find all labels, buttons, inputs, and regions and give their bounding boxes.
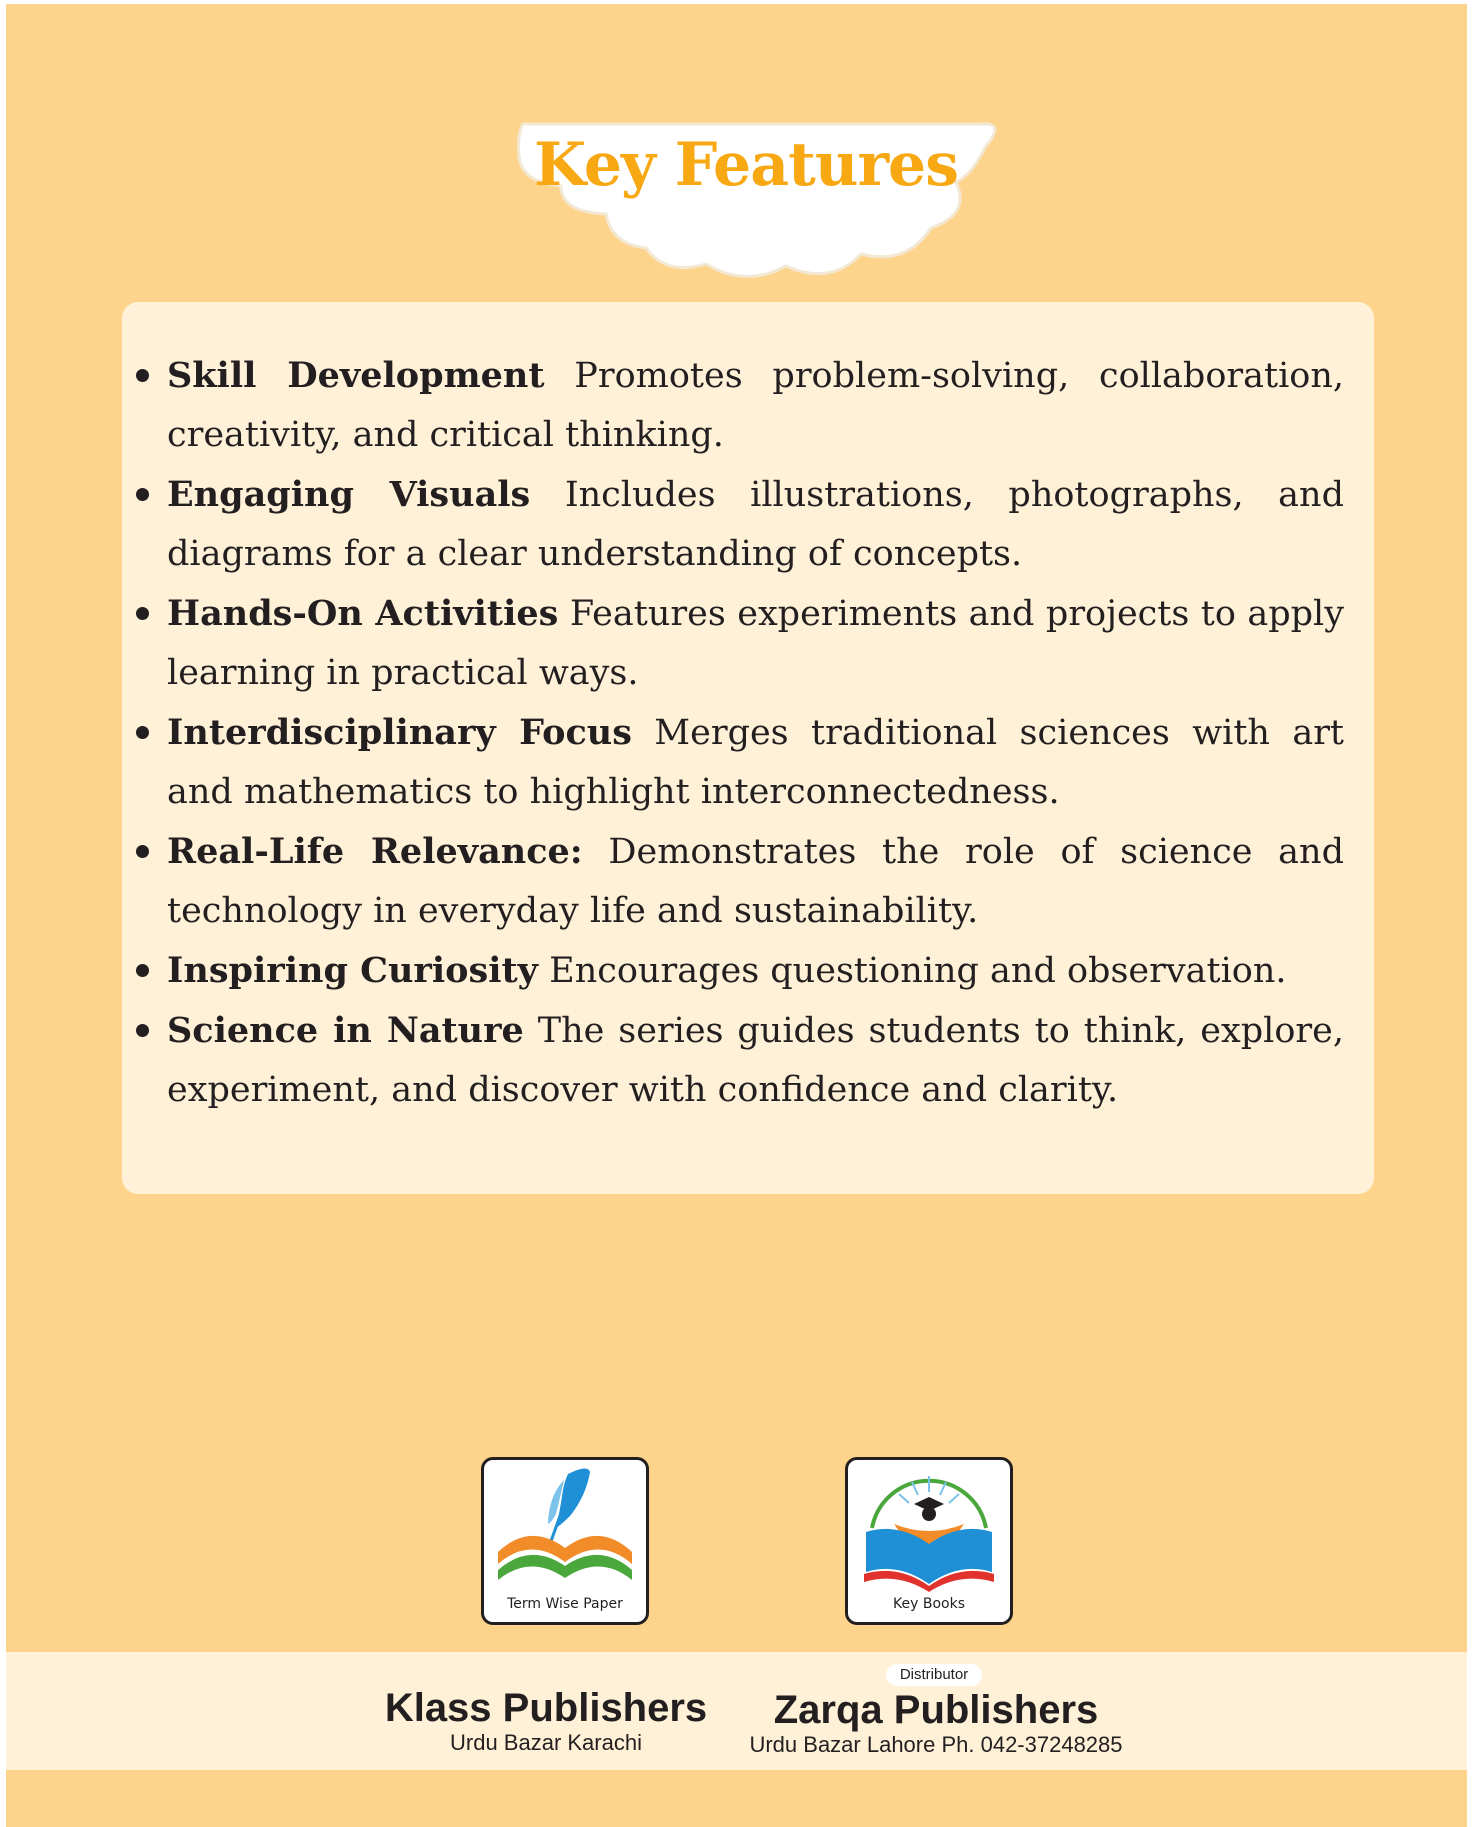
feature-item	[122, 346, 1374, 465]
feature-item	[122, 465, 1374, 584]
feature-text: Demonstrates the role of science and technology in everyday life and sustainability.	[167, 832, 1344, 931]
logo-caption: Key Books	[893, 1596, 965, 1612]
bullet-icon	[136, 845, 149, 858]
bullet-icon	[136, 607, 149, 620]
bullet-icon	[136, 726, 149, 739]
feature-item	[122, 703, 1374, 822]
page-title: Key Features	[533, 130, 959, 200]
key-books-logo	[845, 1457, 1013, 1625]
graduate-book-icon	[854, 1466, 1004, 1596]
publisher-name: Zarqa Publishers	[773, 1688, 1099, 1732]
publisher-name: Klass Publishers	[384, 1686, 708, 1730]
feature-term: Engaging Visuals	[167, 474, 531, 515]
bullet-icon	[136, 369, 149, 382]
feature-text: Promotes problem-solving, collaboration, creativity, and critical thinking.	[167, 356, 1344, 455]
feature-text: Features experiments and projects to apply learning in practical ways.	[167, 594, 1344, 693]
publisher-right	[736, 1688, 1136, 1758]
feature-text: The series guides students to think, explore, experiment, and discover with confidence and clarity.	[167, 1011, 1344, 1110]
publisher-address: Urdu Bazar Lahore Ph. 042-37248285	[749, 1732, 1123, 1757]
publisher-address: Urdu Bazar Karachi	[450, 1730, 642, 1755]
publisher-left	[376, 1686, 716, 1756]
quill-book-icon	[490, 1466, 640, 1586]
footer-band	[6, 1652, 1467, 1770]
feature-item	[122, 584, 1374, 703]
feature-term: Hands-On Activities	[167, 593, 559, 634]
feature-item	[122, 822, 1374, 941]
bullet-icon	[136, 1024, 149, 1037]
bullet-icon	[136, 488, 149, 501]
term-wise-paper-logo	[481, 1457, 649, 1625]
feature-text: Encourages questioning and observation.	[549, 951, 1287, 991]
logo-caption: Term Wise Paper	[507, 1596, 623, 1612]
features-panel	[122, 302, 1374, 1194]
feature-list	[122, 346, 1374, 1120]
feature-term: Skill Development	[167, 355, 545, 396]
feature-text: Merges traditional sciences with art and mathematics to highlight interconnectedness.	[167, 713, 1344, 812]
feature-term: Science in Nature	[167, 1010, 524, 1051]
title-cloud	[501, 116, 1001, 291]
feature-item	[122, 941, 1374, 1001]
distributor-label: Distributor	[886, 1664, 982, 1686]
feature-text: Includes illustrations, photographs, and diagrams for a clear understanding of concepts.	[167, 475, 1344, 574]
feature-term: Inspiring Curiosity	[167, 950, 539, 991]
feature-item	[122, 1001, 1374, 1120]
bullet-icon	[136, 964, 149, 977]
feature-term: Interdisciplinary Focus	[167, 712, 632, 753]
back-cover	[6, 4, 1467, 1827]
feature-term: Real-Life Relevance:	[167, 831, 583, 872]
